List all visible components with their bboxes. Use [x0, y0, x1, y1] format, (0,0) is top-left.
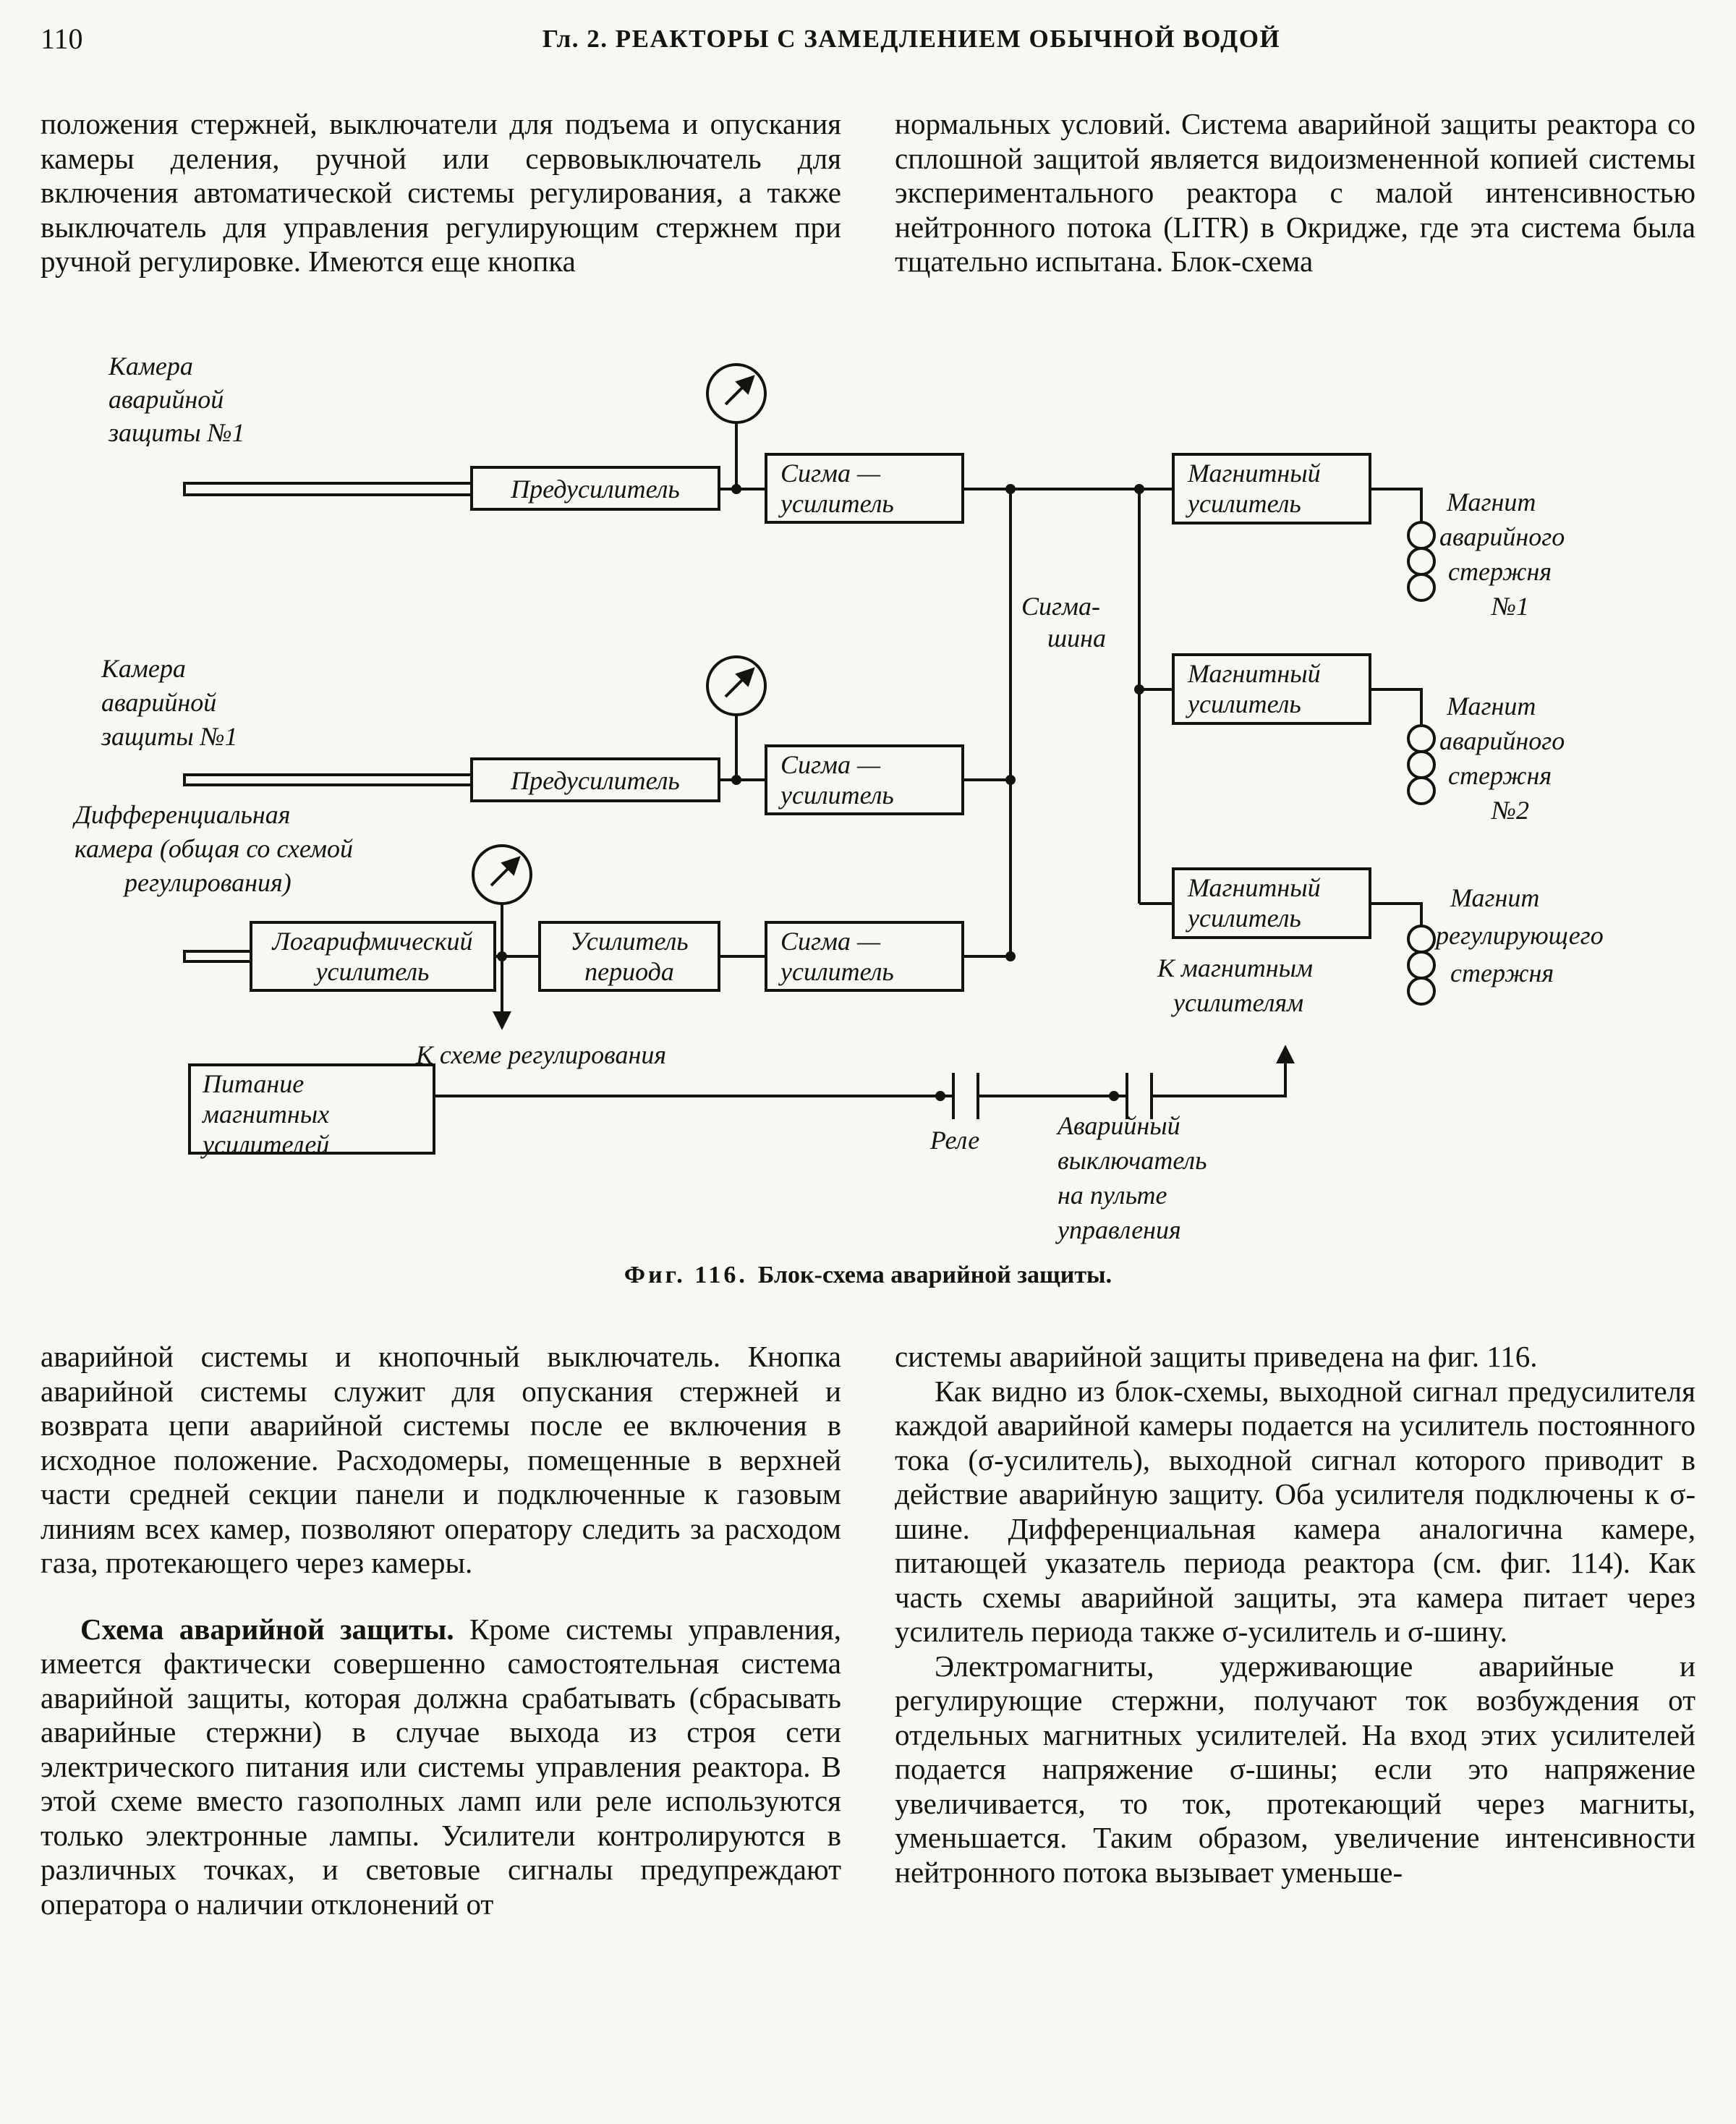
sigma-amplifier-box-1: [766, 454, 963, 522]
figure-caption: [0, 1262, 1736, 1289]
svg-text:камера (общая со схемой: камера (общая со схемой: [75, 834, 353, 863]
svg-text:на пульте: на пульте: [1058, 1181, 1167, 1210]
svg-text:Камера: Камера: [101, 654, 186, 683]
svg-text:защиты №1: защиты №1: [109, 418, 245, 447]
figure-caption-label: Фиг. 116.: [624, 1262, 748, 1288]
ion-chamber-1-symbol: [184, 483, 470, 495]
page-number: 110: [41, 22, 83, 55]
svg-text:аварийной: аварийной: [101, 688, 217, 717]
box-label: Питание: [203, 1069, 305, 1098]
figure-116-diagram: [0, 346, 1736, 1262]
svg-text:регулирующего: регулирующего: [1436, 921, 1604, 950]
magnetic-amplifier-box-1: [1173, 454, 1370, 523]
svg-text:Дифференциальная: Дифференциальная: [75, 800, 291, 829]
box-label: периода: [584, 957, 674, 986]
svg-text:стержня: стержня: [1450, 959, 1554, 987]
top-right-column: [895, 107, 1695, 279]
magnetic-amplifier-box-3: [1173, 869, 1370, 938]
box-label: Магнитный: [1188, 873, 1321, 902]
svg-text:К схеме регулирования: К схеме регулирования: [416, 1040, 667, 1069]
magnet-coil-2: [1408, 726, 1434, 804]
power-supply-box: [190, 1065, 434, 1159]
preamplifier-box-1: [472, 467, 719, 509]
svg-text:аварийного: аварийного: [1439, 726, 1565, 755]
relay-label: [929, 1126, 979, 1155]
box-label: Предусилитель: [511, 766, 680, 795]
sigma-amplifier-box-2: [766, 746, 963, 814]
figure-caption-text: Блок-схема аварийной защиты.: [757, 1262, 1112, 1288]
paragraph: системы аварийной защиты приведена на фиг. 116.: [895, 1340, 1538, 1373]
paragraph: Электромагниты, удерживающие аварийные и регулирующие стержни, получают ток возбуждения от отдельных магнитных усилителей. На вход этих усилителей подается напряжение σ-шины; если это напряжение увеличивается, то ток, протекающий через магниты, уменьшается. Таким образом, увеличение интенсивности нейтронного потока вызывает уменьше-: [895, 1649, 1695, 1889]
paragraph-text: Кроме системы управления, имеется фактически совершенно самостоятельная система аварийной защиты, которая должна срабатывать (сбрасывать аварийные стержни) в случае выхода из строя сети электрического питания или системы управления реактора. В этой схеме вместо газополных ламп или реле используются только электронные лампы. Усилители контролируются в различных точках, и световые сигналы предупреждают оператора о наличии отклонений от: [41, 1612, 842, 1921]
box-label: Магнитный: [1188, 459, 1321, 488]
box-label: Логарифмический: [272, 927, 473, 956]
svg-text:Сигма-: Сигма-: [1021, 592, 1101, 621]
paragraph: [41, 1613, 841, 1922]
sigma-amplifier-box-3: [766, 922, 963, 990]
box-label: усилителей: [203, 1130, 330, 1159]
paragraph: аварийной системы и кнопочный выключатель. Кнопка аварийной системы служит для опускания стержней и возврата цепи аварийной системы после ее включения в исходное положение. Расходомеры, помещенные в верхней части средней секции панели и подключенные к газовым линиям всех камер, позволяют оператору следить за расходом газа, протекающего через камеры.: [41, 1340, 841, 1579]
differential-chamber-label: [72, 800, 353, 897]
box-label: усилитель: [780, 781, 894, 810]
svg-text:управления: управления: [1058, 1215, 1181, 1244]
chamber-2-label: [101, 654, 238, 751]
svg-text:защиты №1: защиты №1: [101, 722, 238, 751]
meter-gauge-1: [707, 365, 765, 422]
bottom-left-column: [41, 1340, 841, 1921]
magnet-2-label: [1439, 692, 1565, 825]
svg-text:аварийного: аварийного: [1439, 522, 1565, 551]
to-mag-amps-arrow: [1152, 1048, 1285, 1096]
chapter-header: Гл. 2. РЕАКТОРЫ С ЗАМЕДЛЕНИЕМ ОБЫЧНОЙ ВОДОЙ: [542, 25, 1281, 53]
svg-text:Магнит: Магнит: [1447, 488, 1536, 517]
paragraph: Как видно из блок-схемы, выходной сигнал предусилителя каждой аварийной камеры подается на усилитель постоянного тока (σ-усилитель), выходной сигнал которого приводит в действие аварийную защиту. Оба усилителя подключены к σ-шине. Дифференциальная камера аналогична камере, питающей указатель периода реактора (см. фиг. 114). Как часть схемы аварийной защиты, эта камера питает через усилитель периода также σ-усилитель и σ-шину.: [895, 1374, 1695, 1648]
paragraph-lead: Схема аварийной защиты.: [80, 1612, 454, 1646]
box-label: усилитель: [1188, 689, 1301, 718]
relay-contact-symbol: [953, 1073, 978, 1119]
box-label: усилитель: [780, 489, 894, 518]
svg-text:выключатель: выключатель: [1058, 1146, 1207, 1175]
sigma-bus-label: [1021, 592, 1106, 653]
svg-text:К магнитным: К магнитным: [1157, 953, 1313, 982]
top-left-column: [41, 107, 841, 279]
magnet-coil-3: [1408, 926, 1434, 1004]
magnet-1-label: [1439, 488, 1565, 621]
meter-gauge-3: [473, 846, 531, 904]
svg-text:Магнит: Магнит: [1447, 692, 1536, 721]
bottom-right-column: [895, 1340, 1695, 1890]
svg-text:аварийной: аварийной: [109, 385, 224, 414]
svg-text:стержня: стержня: [1448, 557, 1552, 586]
svg-text:№2: №2: [1492, 796, 1529, 825]
ion-chamber-2-symbol: [184, 775, 470, 785]
box-label: усилитель: [1188, 904, 1301, 933]
to-magnetic-amplifiers-label: [1157, 953, 1313, 1017]
box-label: Сигма —: [780, 459, 881, 488]
svg-text:Реле: Реле: [929, 1126, 980, 1155]
box-label: Предусилитель: [511, 475, 680, 504]
box-label: Сигма —: [780, 927, 881, 956]
meter-gauge-2: [707, 657, 765, 715]
svg-text:стержня: стержня: [1448, 761, 1552, 790]
box-label: усилитель: [780, 957, 894, 986]
to-regulation-label: [415, 1040, 666, 1069]
box-label: усилитель: [315, 957, 430, 986]
svg-text:усилителям: усилителям: [1173, 988, 1304, 1017]
period-amplifier-box: [540, 922, 719, 990]
svg-text:Камера: Камера: [109, 352, 193, 381]
paragraph: положения стержней, выключатели для подъема и опускания камеры деления, ручной или сервовыключатель для включения автоматической системы регулирования, а также выключатель для управления регулирующим стержнем при ручной регулировке. Имеются еще кнопка: [41, 107, 841, 278]
box-label: усилитель: [1188, 489, 1301, 518]
paragraph: нормальных условий. Система аварийной защиты реактора со сплошной защитой является видоизмененной копией системы экспериментального реактора с малой интенсивностью нейтронного потока (LITR) в Окридже, где эта система была тщательно испытана. Блок-схема: [895, 107, 1695, 278]
preamplifier-box-2: [472, 759, 719, 801]
svg-text:шина: шина: [1047, 624, 1107, 653]
box-label: Усилитель: [570, 927, 689, 956]
box-label: Сигма —: [780, 750, 881, 779]
box-label: магнитных: [203, 1100, 330, 1129]
svg-text:Аварийный: Аварийный: [1058, 1111, 1180, 1140]
chamber-1-label: [108, 352, 245, 447]
emergency-switch-label: [1055, 1111, 1207, 1244]
log-amplifier-box: [251, 922, 495, 990]
magnet-coil-1: [1408, 522, 1434, 600]
magnet-3-label: [1434, 883, 1604, 987]
svg-text:Магнит: Магнит: [1450, 883, 1540, 912]
svg-text:№1: №1: [1492, 592, 1529, 621]
magnetic-amplifier-box-2: [1173, 655, 1370, 723]
svg-text:регулирования): регулирования): [124, 868, 292, 897]
ion-chamber-3-symbol: [184, 951, 250, 961]
box-label: Магнитный: [1188, 659, 1321, 688]
